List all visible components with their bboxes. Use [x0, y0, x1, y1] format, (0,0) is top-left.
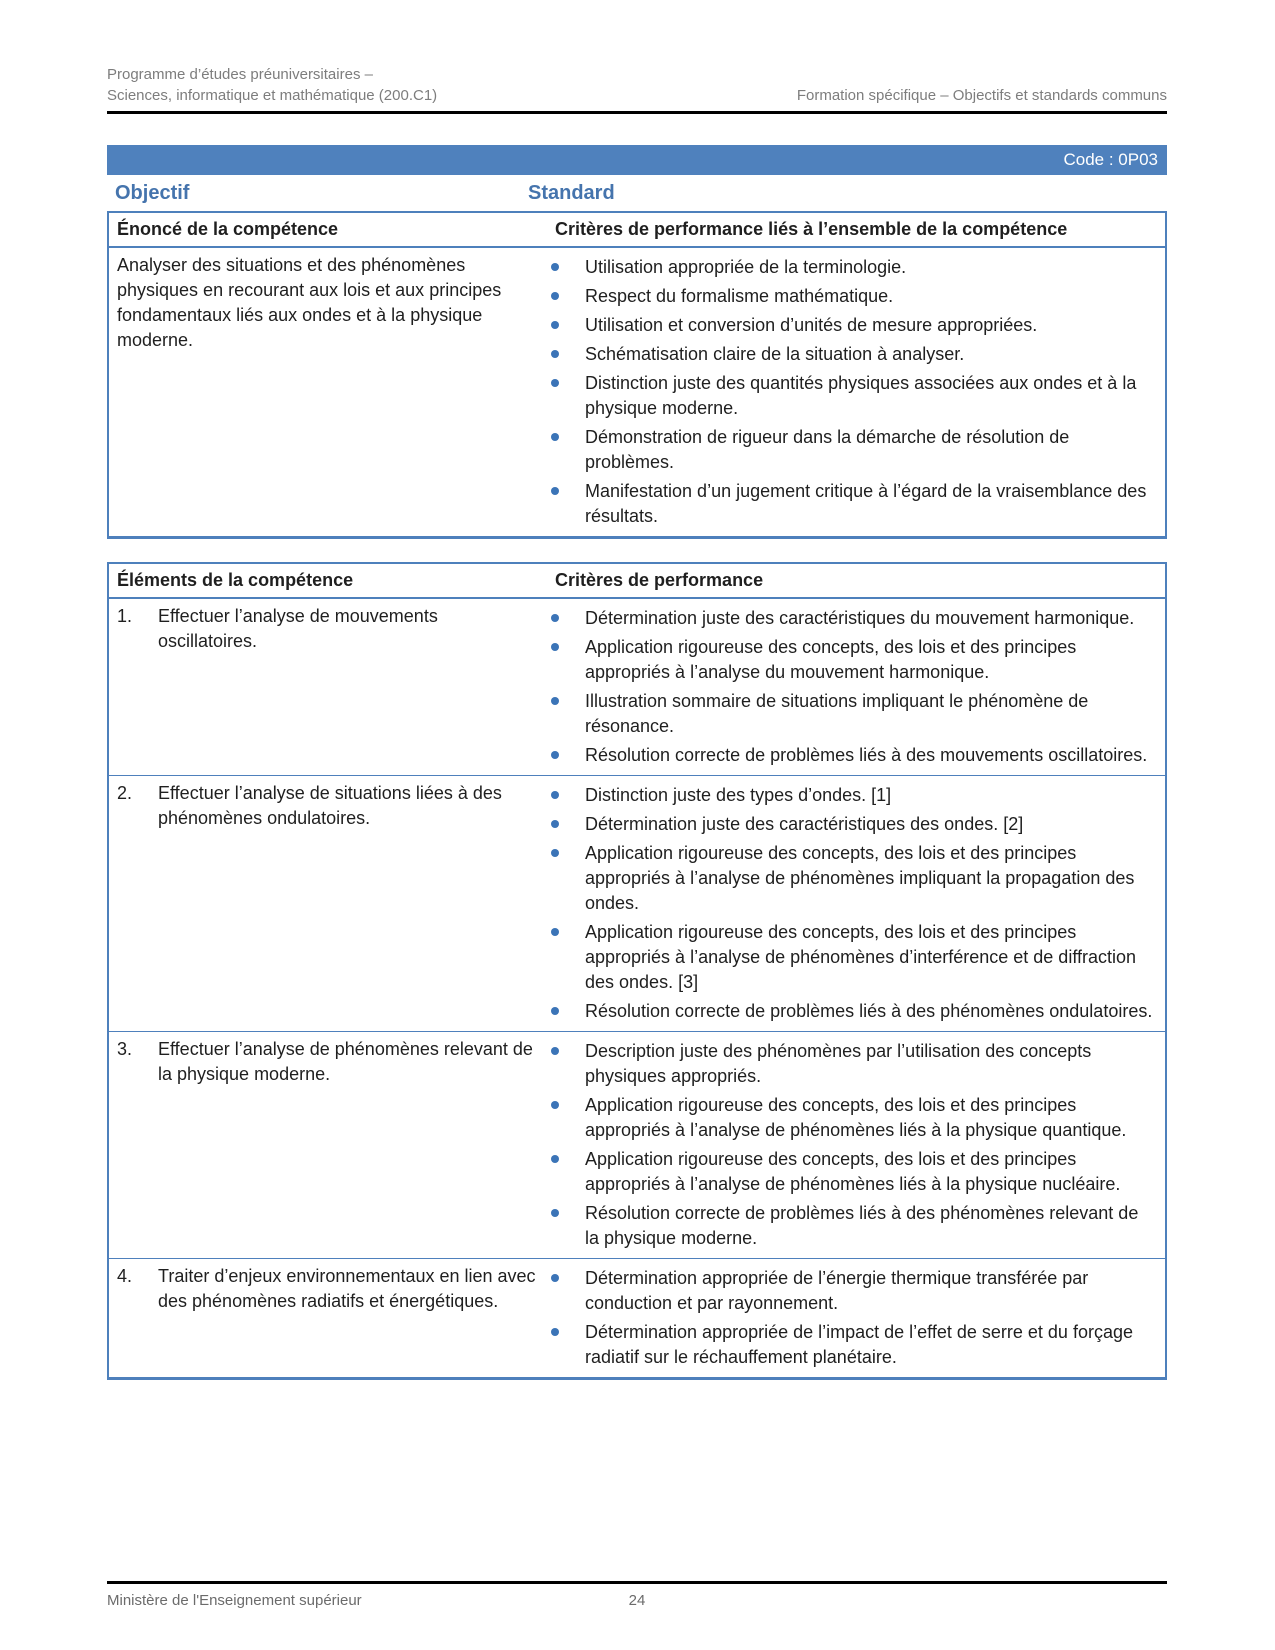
header-rule	[107, 111, 1167, 114]
criterion-item	[551, 1201, 1157, 1251]
competency-table	[107, 211, 1167, 539]
bullet-icon	[551, 1155, 559, 1163]
element-number: 2.	[117, 783, 133, 803]
criterion-item	[551, 1320, 1157, 1370]
competency-statement: Analyser des situations et des phénomènes physiques en recourant aux lois et aux principes fondamentaux liés aux ondes et à la physique moderne.	[117, 255, 502, 350]
competency-criteria-list	[551, 253, 1157, 531]
criterion-text: Détermination appropriée de l’impact de l’effet de serre et du forçage radiatif sur le réchauffement planétaire.	[585, 1322, 1133, 1367]
criterion-item	[551, 841, 1157, 916]
element-number: 1.	[117, 606, 133, 626]
criterion-item	[551, 479, 1157, 529]
criterion-item	[551, 371, 1157, 421]
bullet-icon	[551, 1274, 559, 1282]
criterion-text: Démonstration de rigueur dans la démarche de résolution de problèmes.	[585, 427, 1070, 472]
criteria-list	[551, 1264, 1157, 1372]
bullet-icon	[551, 1007, 559, 1015]
criterion-item	[551, 425, 1157, 475]
criteria-cell	[547, 1259, 1165, 1377]
criteria-list	[551, 781, 1157, 1026]
criterion-text: Utilisation appropriée de la terminologie.	[585, 257, 907, 277]
criterion-item	[551, 1039, 1157, 1089]
criteria-list	[551, 604, 1157, 770]
element-cell	[109, 776, 547, 1031]
running-footer	[107, 1590, 1167, 1611]
criterion-item	[551, 812, 1157, 837]
bullet-icon	[551, 350, 559, 358]
program-title-line2: Sciences, informatique et mathématique (200.C1)	[107, 87, 438, 104]
criterion-text: Application rigoureuse des concepts, des lois et des principes appropriés à l’analyse de phénomènes liés à la physique nucléaire.	[585, 1149, 1121, 1194]
bullet-icon	[551, 849, 559, 857]
criterion-text: Distinction juste des types d’ondes. [1]	[585, 785, 892, 805]
criterion-text: Détermination juste des caractéristiques du mouvement harmonique.	[585, 608, 1135, 628]
criterion-item	[551, 1147, 1157, 1197]
element-row	[109, 1258, 1165, 1377]
objectif-heading: Objectif	[115, 182, 190, 204]
criterion-item	[551, 783, 1157, 808]
criterion-text: Description juste des phénomènes par l’utilisation des concepts physiques appropriés.	[585, 1041, 1092, 1086]
criterion-item	[551, 1093, 1157, 1143]
criterion-text: Résolution correcte de problèmes liés à des phénomènes ondulatoires.	[585, 1001, 1153, 1021]
criteria-cell	[547, 776, 1165, 1031]
competency-table-header	[109, 213, 1165, 248]
criterion-text: Schématisation claire de la situation à analyser.	[585, 344, 965, 364]
bullet-icon	[551, 643, 559, 651]
criteria-cell	[547, 599, 1165, 775]
elements-table	[107, 562, 1167, 1380]
element-text: Traiter d’enjeux environnementaux en lien avec des phénomènes radiatifs et énergétiques.	[158, 1266, 536, 1311]
elements-header-right: Critères de performance	[555, 570, 764, 590]
criterion-text: Application rigoureuse des concepts, des lois et des principes appropriés à l’analyse de phénomènes liés à la physique quantique.	[585, 1095, 1127, 1140]
running-header	[107, 64, 1167, 106]
criterion-text: Distinction juste des quantités physiques associées aux ondes et à la physique moderne.	[585, 373, 1137, 418]
criterion-text: Respect du formalisme mathématique.	[585, 286, 894, 306]
criterion-text: Illustration sommaire de situations impliquant le phénomène de résonance.	[585, 691, 1089, 736]
elements-header-left: Éléments de la compétence	[117, 570, 354, 590]
competency-header-left: Énoncé de la compétence	[117, 219, 339, 239]
criteria-cell	[547, 1032, 1165, 1258]
bullet-icon	[551, 1047, 559, 1055]
element-row	[109, 599, 1165, 775]
criterion-text: Utilisation et conversion d’unités de mesure appropriées.	[585, 315, 1038, 335]
criterion-item	[551, 689, 1157, 739]
running-header-left	[107, 64, 437, 106]
element-row	[109, 775, 1165, 1031]
bullet-icon	[551, 321, 559, 329]
competency-header-right: Critères de performance liés à l’ensemble de la compétence	[555, 219, 1068, 239]
bullet-icon	[551, 263, 559, 271]
criterion-item	[551, 313, 1157, 338]
bullet-icon	[551, 379, 559, 387]
criterion-item	[551, 743, 1157, 768]
bullet-icon	[551, 820, 559, 828]
element-cell	[109, 599, 547, 775]
criterion-item	[551, 635, 1157, 685]
bullet-icon	[551, 791, 559, 799]
bullet-icon	[551, 928, 559, 936]
criterion-text: Détermination juste des caractéristiques des ondes. [2]	[585, 814, 1024, 834]
footer-rule	[107, 1581, 1167, 1584]
criteria-list	[551, 1037, 1157, 1253]
element-cell	[109, 1259, 547, 1377]
criterion-item	[551, 920, 1157, 995]
competency-table-body	[109, 248, 1165, 536]
section-headings	[107, 178, 1167, 211]
criterion-text: Résolution correcte de problèmes liés à des mouvements oscillatoires.	[585, 745, 1148, 765]
criterion-item	[551, 999, 1157, 1024]
bullet-icon	[551, 751, 559, 759]
element-number: 4.	[117, 1266, 133, 1286]
footer-ministry: Ministère de l'Enseignement supérieur	[107, 1592, 362, 1609]
element-row	[109, 1031, 1165, 1258]
element-number: 3.	[117, 1039, 133, 1059]
criterion-item	[551, 342, 1157, 367]
criterion-item	[551, 284, 1157, 309]
bullet-icon	[551, 697, 559, 705]
criterion-item	[551, 255, 1157, 280]
bullet-icon	[551, 1209, 559, 1217]
code-bar: Code : 0P03	[107, 145, 1167, 175]
criterion-text: Application rigoureuse des concepts, des lois et des principes appropriés à l’analyse de phénomènes d’interférence et de diffraction des ondes. [3]	[585, 922, 1137, 992]
standard-heading: Standard	[528, 182, 615, 204]
program-title-line1: Programme d’études préuniversitaires –	[107, 66, 373, 83]
bullet-icon	[551, 487, 559, 495]
criterion-item	[551, 606, 1157, 631]
criterion-text: Détermination appropriée de l’énergie thermique transférée par conduction et par rayonnement.	[585, 1268, 1089, 1313]
bullet-icon	[551, 1101, 559, 1109]
criterion-text: Application rigoureuse des concepts, des lois et des principes appropriés à l’analyse du mouvement harmonique.	[585, 637, 1077, 682]
element-text: Effectuer l’analyse de situations liées à des phénomènes ondulatoires.	[158, 783, 502, 828]
bullet-icon	[551, 614, 559, 622]
elements-table-header	[109, 564, 1165, 599]
bullet-icon	[551, 433, 559, 441]
element-cell	[109, 1032, 547, 1258]
criterion-item	[551, 1266, 1157, 1316]
page-number: 24	[628, 1592, 646, 1609]
criterion-text: Manifestation d’un jugement critique à l’égard de la vraisemblance des résultats.	[585, 481, 1147, 526]
criterion-text: Application rigoureuse des concepts, des lois et des principes appropriés à l’analyse de phénomènes impliquant la propagation des ondes.	[585, 843, 1135, 913]
running-header-right: Formation spécifique – Objectifs et standards communs	[796, 87, 1167, 104]
bullet-icon	[551, 1328, 559, 1336]
criterion-text: Résolution correcte de problèmes liés à des phénomènes relevant de la physique moderne.	[585, 1203, 1139, 1248]
element-text: Effectuer l’analyse de phénomènes relevant de la physique moderne.	[158, 1039, 533, 1084]
element-text: Effectuer l’analyse de mouvements oscillatoires.	[158, 606, 438, 651]
bullet-icon	[551, 292, 559, 300]
